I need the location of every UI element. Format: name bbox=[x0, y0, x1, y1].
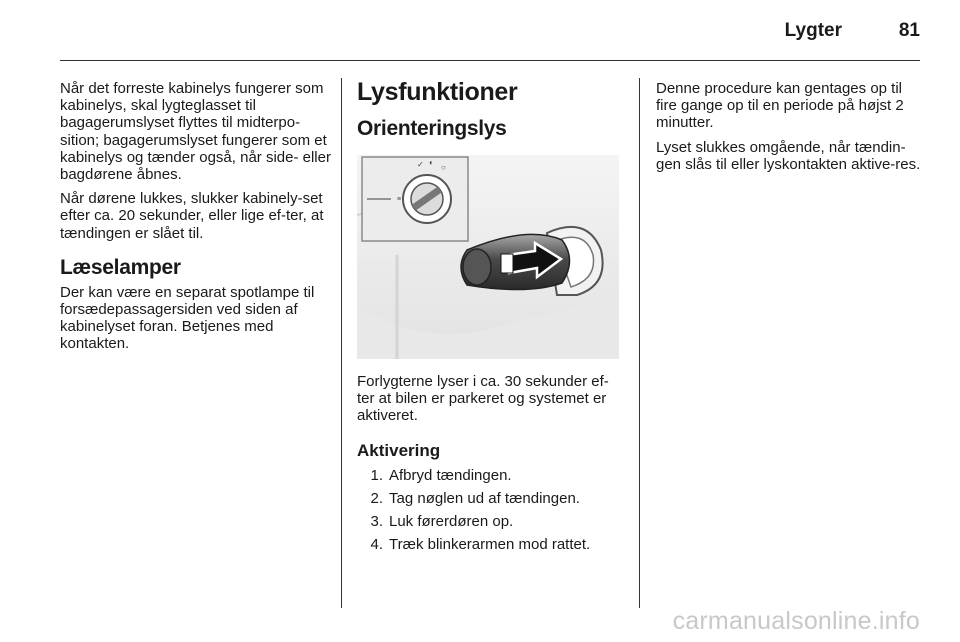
column-middle bbox=[357, 78, 625, 559]
figure-headlight-switch bbox=[357, 155, 619, 359]
svg-text:○: ○ bbox=[441, 163, 446, 172]
paragraph-headlights-on: Forlygterne lyser i ca. 30 sekunder ef-ter at bilen er parkeret og systemet er aktiveret. bbox=[357, 373, 609, 425]
column-divider-left bbox=[341, 78, 342, 608]
list-item bbox=[357, 513, 625, 530]
step-number: 3. bbox=[370, 513, 383, 531]
svg-text:≡: ≡ bbox=[397, 196, 402, 203]
step-text: Træk blinkerarmen mod rattet. bbox=[389, 536, 591, 554]
paragraph-light-off: Lyset slukkes omgående, når tændin-gen slås til eller lyskontakten aktive-res. bbox=[656, 138, 921, 173]
column-right bbox=[656, 80, 924, 180]
step-text: Luk førerdøren op. bbox=[389, 513, 514, 531]
list-item bbox=[357, 467, 625, 484]
svg-text:◐: ◐ bbox=[429, 158, 434, 167]
page-header bbox=[0, 0, 960, 62]
list-item bbox=[357, 490, 625, 507]
step-text: Tag nøglen ud af tændingen. bbox=[389, 489, 580, 507]
paragraph-doors-closed: Når dørene lukkes, slukker kabinely-set efter ca. 20 sekunder, eller lige ef-ter, at tændingen er slået til. bbox=[60, 190, 324, 242]
heading-activation: Aktivering bbox=[357, 440, 441, 460]
step-text: Afbryd tændingen. bbox=[389, 466, 512, 484]
page-number: 81 bbox=[898, 20, 920, 41]
paragraph-repeat-procedure: Denne procedure kan gentages op til fire gange op til en periode på højst 2 minutter. bbox=[656, 80, 904, 132]
step-number: 4. bbox=[370, 536, 383, 554]
column-divider-right bbox=[639, 78, 640, 608]
svg-text:✓: ✓ bbox=[417, 160, 424, 169]
heading-light-functions: Lysfunktioner bbox=[357, 78, 518, 106]
step-number: 2. bbox=[370, 489, 383, 507]
watermark: carmanualsonline.info bbox=[672, 607, 920, 635]
heading-reading-lamps: Læselamper bbox=[60, 255, 181, 279]
heading-orientation-light: Orienteringslys bbox=[357, 117, 507, 140]
headlight-switch-illustration bbox=[357, 155, 619, 359]
paragraph-spotlamp: Der kan være en separat spotlampe til forsædepassagersiden ved siden af kabinelyset foran. Betjenes med kontakten. bbox=[60, 283, 315, 353]
page-title: Lygter bbox=[784, 20, 842, 41]
paragraph-cabin-light: Når det forreste kabinelys fungerer som kabinelys, skal lygteglasset til bagagerumslyset flyttes til midterpo-sition; bagagerumslyset fungerer som et kabinelys og tænder også, når side- eller bagdørene åbnes. bbox=[60, 80, 331, 184]
list-item bbox=[357, 536, 625, 553]
activation-steps bbox=[357, 467, 625, 554]
step-number: 1. bbox=[370, 466, 383, 484]
column-left bbox=[60, 80, 332, 360]
header-divider bbox=[60, 60, 920, 61]
